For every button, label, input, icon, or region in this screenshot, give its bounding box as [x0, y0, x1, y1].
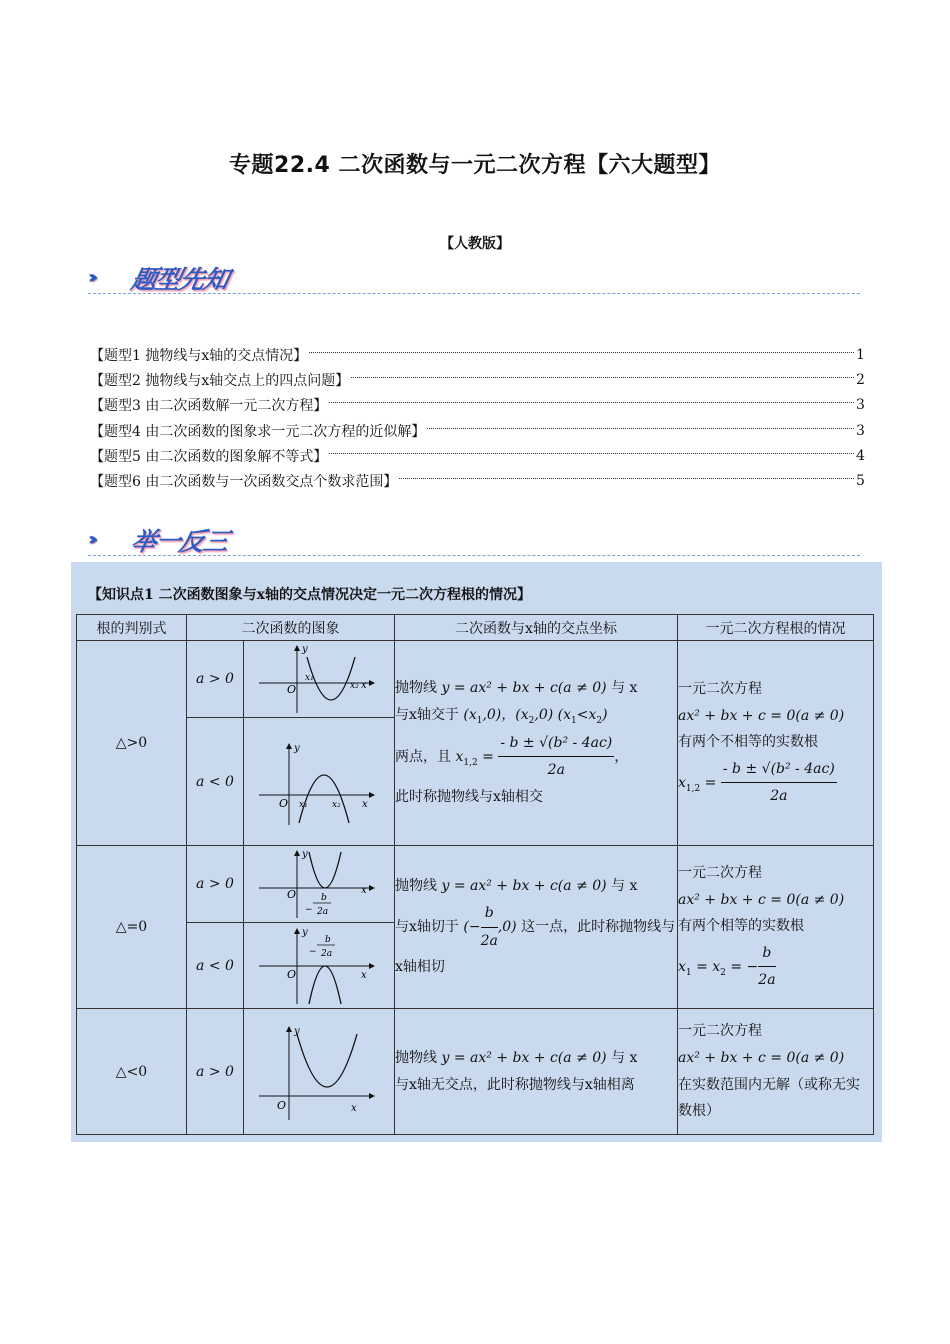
- toc-leader: [309, 352, 854, 353]
- parabola-up-two-roots-graph: [249, 643, 389, 715]
- vertex-numerator: b: [481, 900, 498, 928]
- equation-formula: ax² + bx + c = 0(a ≠ 0): [678, 891, 845, 908]
- root-numerator: - b ± √(b² - 4ac): [498, 730, 614, 758]
- intersection-text: 与x轴交于: [395, 706, 459, 723]
- toc-entry[interactable]: [90, 443, 864, 468]
- graph-y-label: y: [302, 644, 308, 655]
- graph-y-label: y: [294, 1025, 300, 1037]
- equation-formula: ax² + bx + c = 0(a ≠ 0): [678, 1049, 845, 1066]
- a-condition: a > 0: [187, 641, 244, 718]
- vertex-numerator: b: [758, 940, 775, 968]
- graph-cell: [244, 923, 395, 1009]
- graph-x-label: x: [361, 885, 367, 896]
- toc-label: 【题型6 由二次函数与一次函数交点个数求范围】: [90, 474, 398, 491]
- roots-text: 一元二次方程: [678, 1023, 762, 1040]
- graph-b-label: b: [325, 934, 331, 945]
- toc-leader: [427, 428, 854, 429]
- a-condition: a > 0: [187, 1009, 244, 1135]
- table-row: [77, 641, 874, 718]
- roots-text: 有两个不相等的实数根: [678, 734, 818, 751]
- discriminant-cell: △<0: [77, 1009, 187, 1135]
- banner-divider: [88, 555, 860, 556]
- graph-x1-label: x₁: [299, 799, 308, 810]
- graph-origin-label: O: [279, 796, 289, 810]
- toc-leader: [351, 377, 854, 378]
- graph-x-label: x: [361, 680, 367, 691]
- parabola-formula: y = ax² + bx + c(a ≠ 0): [441, 1049, 607, 1066]
- graph-cell: [244, 641, 395, 718]
- toc-entry[interactable]: [90, 468, 864, 493]
- toc-label: 【题型1 抛物线与x轴的交点情况】: [90, 347, 308, 364]
- toc-entry[interactable]: [90, 367, 864, 392]
- section-banner-examples: [88, 522, 860, 562]
- intersection-text: 抛物线: [395, 1049, 437, 1066]
- intersection-points: $(x_1,0)$，$(x_2,0)$ $(x_1<x_2)$: [463, 706, 608, 726]
- toc-leader: [329, 402, 854, 403]
- header-roots: 一元二次方程根的情况: [678, 615, 874, 641]
- discriminant-cell: △=0: [77, 846, 187, 1009]
- a-condition: a > 0: [187, 846, 244, 923]
- graph-x-label: x: [362, 798, 368, 810]
- table-row: [77, 846, 874, 923]
- roots-cell: [678, 1009, 874, 1135]
- graph-origin-label: O: [287, 967, 297, 981]
- roots-text: 有两个相等的实数根: [678, 918, 804, 935]
- parabola-up-no-roots-graph: [249, 1022, 389, 1122]
- toc-entry[interactable]: [90, 342, 864, 367]
- graph-y-label: y: [302, 849, 308, 860]
- parabola-down-tangent-graph: [249, 926, 389, 1006]
- intersection-text: 抛物线: [395, 680, 437, 697]
- intersection-cell: 抛物线 y = ax² + bx + c(a ≠ 0) 与 x 与x轴切于 (− $\frac{b}{2a}$ ,0) 这一点，此时称抛物线与x轴相切: [395, 846, 678, 1009]
- roots-text: 一元二次方程: [678, 681, 762, 698]
- intersection-cell: 抛物线 y = ax² + bx + c(a ≠ 0) 与 x 与x轴交于 $(x_1,0)$，$(x_2,0)$ $(x_1<x_2)$ 两点，且 $x_{1,2}$ = $\frac{\text{- b ± √(b² - 4ac)}}{2a}$ ， 此时称抛物线与x轴相交: [395, 641, 678, 846]
- toc-label: 【题型3 由二次函数解一元二次方程】: [90, 398, 328, 415]
- roots-text: 在实数范围内无解（或称无实数根）: [678, 1076, 860, 1120]
- graph-b-label: b: [321, 893, 327, 903]
- toc-label: 【题型4 由二次函数的图象求一元二次方程的近似解】: [90, 423, 426, 440]
- header-intersection: 二次函数与x轴的交点坐标: [395, 615, 678, 641]
- toc-page-number: 1: [856, 346, 865, 363]
- parabola-down-two-roots-graph: [249, 737, 389, 827]
- banner-title: 题型先知: [128, 265, 231, 294]
- graph-y-label: y: [302, 926, 308, 938]
- roots-cell: [678, 846, 874, 1009]
- toc-leader: [329, 453, 854, 454]
- toc-label: 【题型2 抛物线与x轴交点上的四点问题】: [90, 372, 350, 389]
- knowledge-heading: 【知识点1 二次函数图象与x轴的交点情况决定一元二次方程根的情况】: [88, 587, 531, 603]
- banner-arrows-icon: ›››: [88, 267, 93, 288]
- table-header-row: [77, 615, 874, 641]
- toc-label: 【题型5 由二次函数的图象解不等式】: [90, 448, 328, 465]
- page-title: 专题22.4 二次函数与一元二次方程【六大题型】: [229, 153, 721, 178]
- root-formula: $x_{1,2}$ = $\frac{\text{- b ± √(b² - 4ac)}}{2a}$: [455, 749, 614, 765]
- graph-minus-label: −: [309, 946, 317, 957]
- toc-leader: [399, 478, 854, 479]
- graph-cell: [244, 1009, 395, 1135]
- intersection-cell: 抛物线 y = ax² + bx + c(a ≠ 0) 与 x 与x轴无交点，此时称抛物线与x轴相离: [395, 1009, 678, 1135]
- roots-text: 一元二次方程: [678, 865, 762, 882]
- root-numerator: - b ± √(b² - 4ac): [721, 756, 837, 784]
- parabola-formula: y = ax² + bx + c(a ≠ 0): [441, 680, 607, 697]
- header-graph: 二次函数的图象: [187, 615, 395, 641]
- graph-cell: [244, 846, 395, 923]
- graph-minus-label: −: [305, 905, 313, 915]
- graph-x-label: x: [351, 1102, 357, 1114]
- graph-origin-label: O: [287, 683, 297, 696]
- intersection-text: 与x轴无交点，此时称抛物线与x轴相离: [395, 1076, 635, 1093]
- table-of-contents: [90, 342, 864, 494]
- intersection-text: 与x轴切于: [395, 919, 459, 935]
- intersection-text: 抛物线: [395, 878, 437, 895]
- toc-entry[interactable]: [90, 418, 864, 443]
- graph-x2-label: x₂: [332, 799, 341, 810]
- graph-cell: [244, 718, 395, 846]
- graph-x1-label: x₁: [305, 673, 314, 683]
- vertex-denominator: 2a: [480, 932, 498, 949]
- section-banner-preview: [88, 260, 860, 300]
- toc-page-number: 5: [856, 473, 865, 490]
- banner-arrows-icon: ›››: [88, 529, 93, 550]
- toc-page-number: 4: [856, 447, 865, 464]
- double-root-formula: $x_1 = x_2$ = − $\frac{b}{2a}$: [678, 940, 873, 994]
- banner-divider: [88, 293, 860, 294]
- knowledge-table: [76, 614, 874, 1135]
- toc-entry[interactable]: [90, 393, 864, 418]
- toc-page-number: 3: [856, 397, 865, 414]
- graph-origin-label: O: [277, 1098, 287, 1112]
- table-row: [77, 1009, 874, 1135]
- header-discriminant: 根的判别式: [77, 615, 187, 641]
- tangent-point: (− $\frac{b}{2a}$ ,0): [463, 919, 516, 935]
- edition-label: 【人教版】: [440, 236, 510, 252]
- graph-origin-label: O: [287, 888, 297, 901]
- parabola-formula: y = ax² + bx + c(a ≠ 0): [441, 878, 607, 895]
- root-formula: $x_{1,2}$ = $\frac{\text{- b ± √(b² - 4ac)}}{2a}$: [678, 756, 873, 810]
- parabola-up-tangent-graph: [249, 848, 389, 920]
- graph-x2-label: x₂: [350, 681, 359, 691]
- roots-cell: [678, 641, 874, 846]
- a-condition: a < 0: [187, 718, 244, 846]
- graph-2a-label: 2a: [321, 948, 333, 959]
- intersection-text: 此时称抛物线与x轴相交: [395, 789, 543, 806]
- graph-x-label: x: [361, 969, 367, 981]
- banner-title: 举一反三: [128, 527, 231, 556]
- graph-2a-label: 2a: [317, 907, 329, 917]
- toc-page-number: 2: [856, 371, 865, 388]
- root-denominator: 2a: [547, 762, 565, 779]
- vertex-denominator: 2a: [758, 972, 776, 989]
- a-condition: a < 0: [187, 923, 244, 1009]
- intersection-text: 这一点，此时称抛物线与x轴相切: [395, 919, 676, 976]
- toc-page-number: 3: [856, 422, 865, 439]
- discriminant-cell: △>0: [77, 641, 187, 846]
- root-denominator: 2a: [770, 788, 788, 805]
- intersection-text: 两点，且: [395, 748, 451, 765]
- equation-formula: ax² + bx + c = 0(a ≠ 0): [678, 707, 845, 724]
- graph-y-label: y: [294, 742, 300, 754]
